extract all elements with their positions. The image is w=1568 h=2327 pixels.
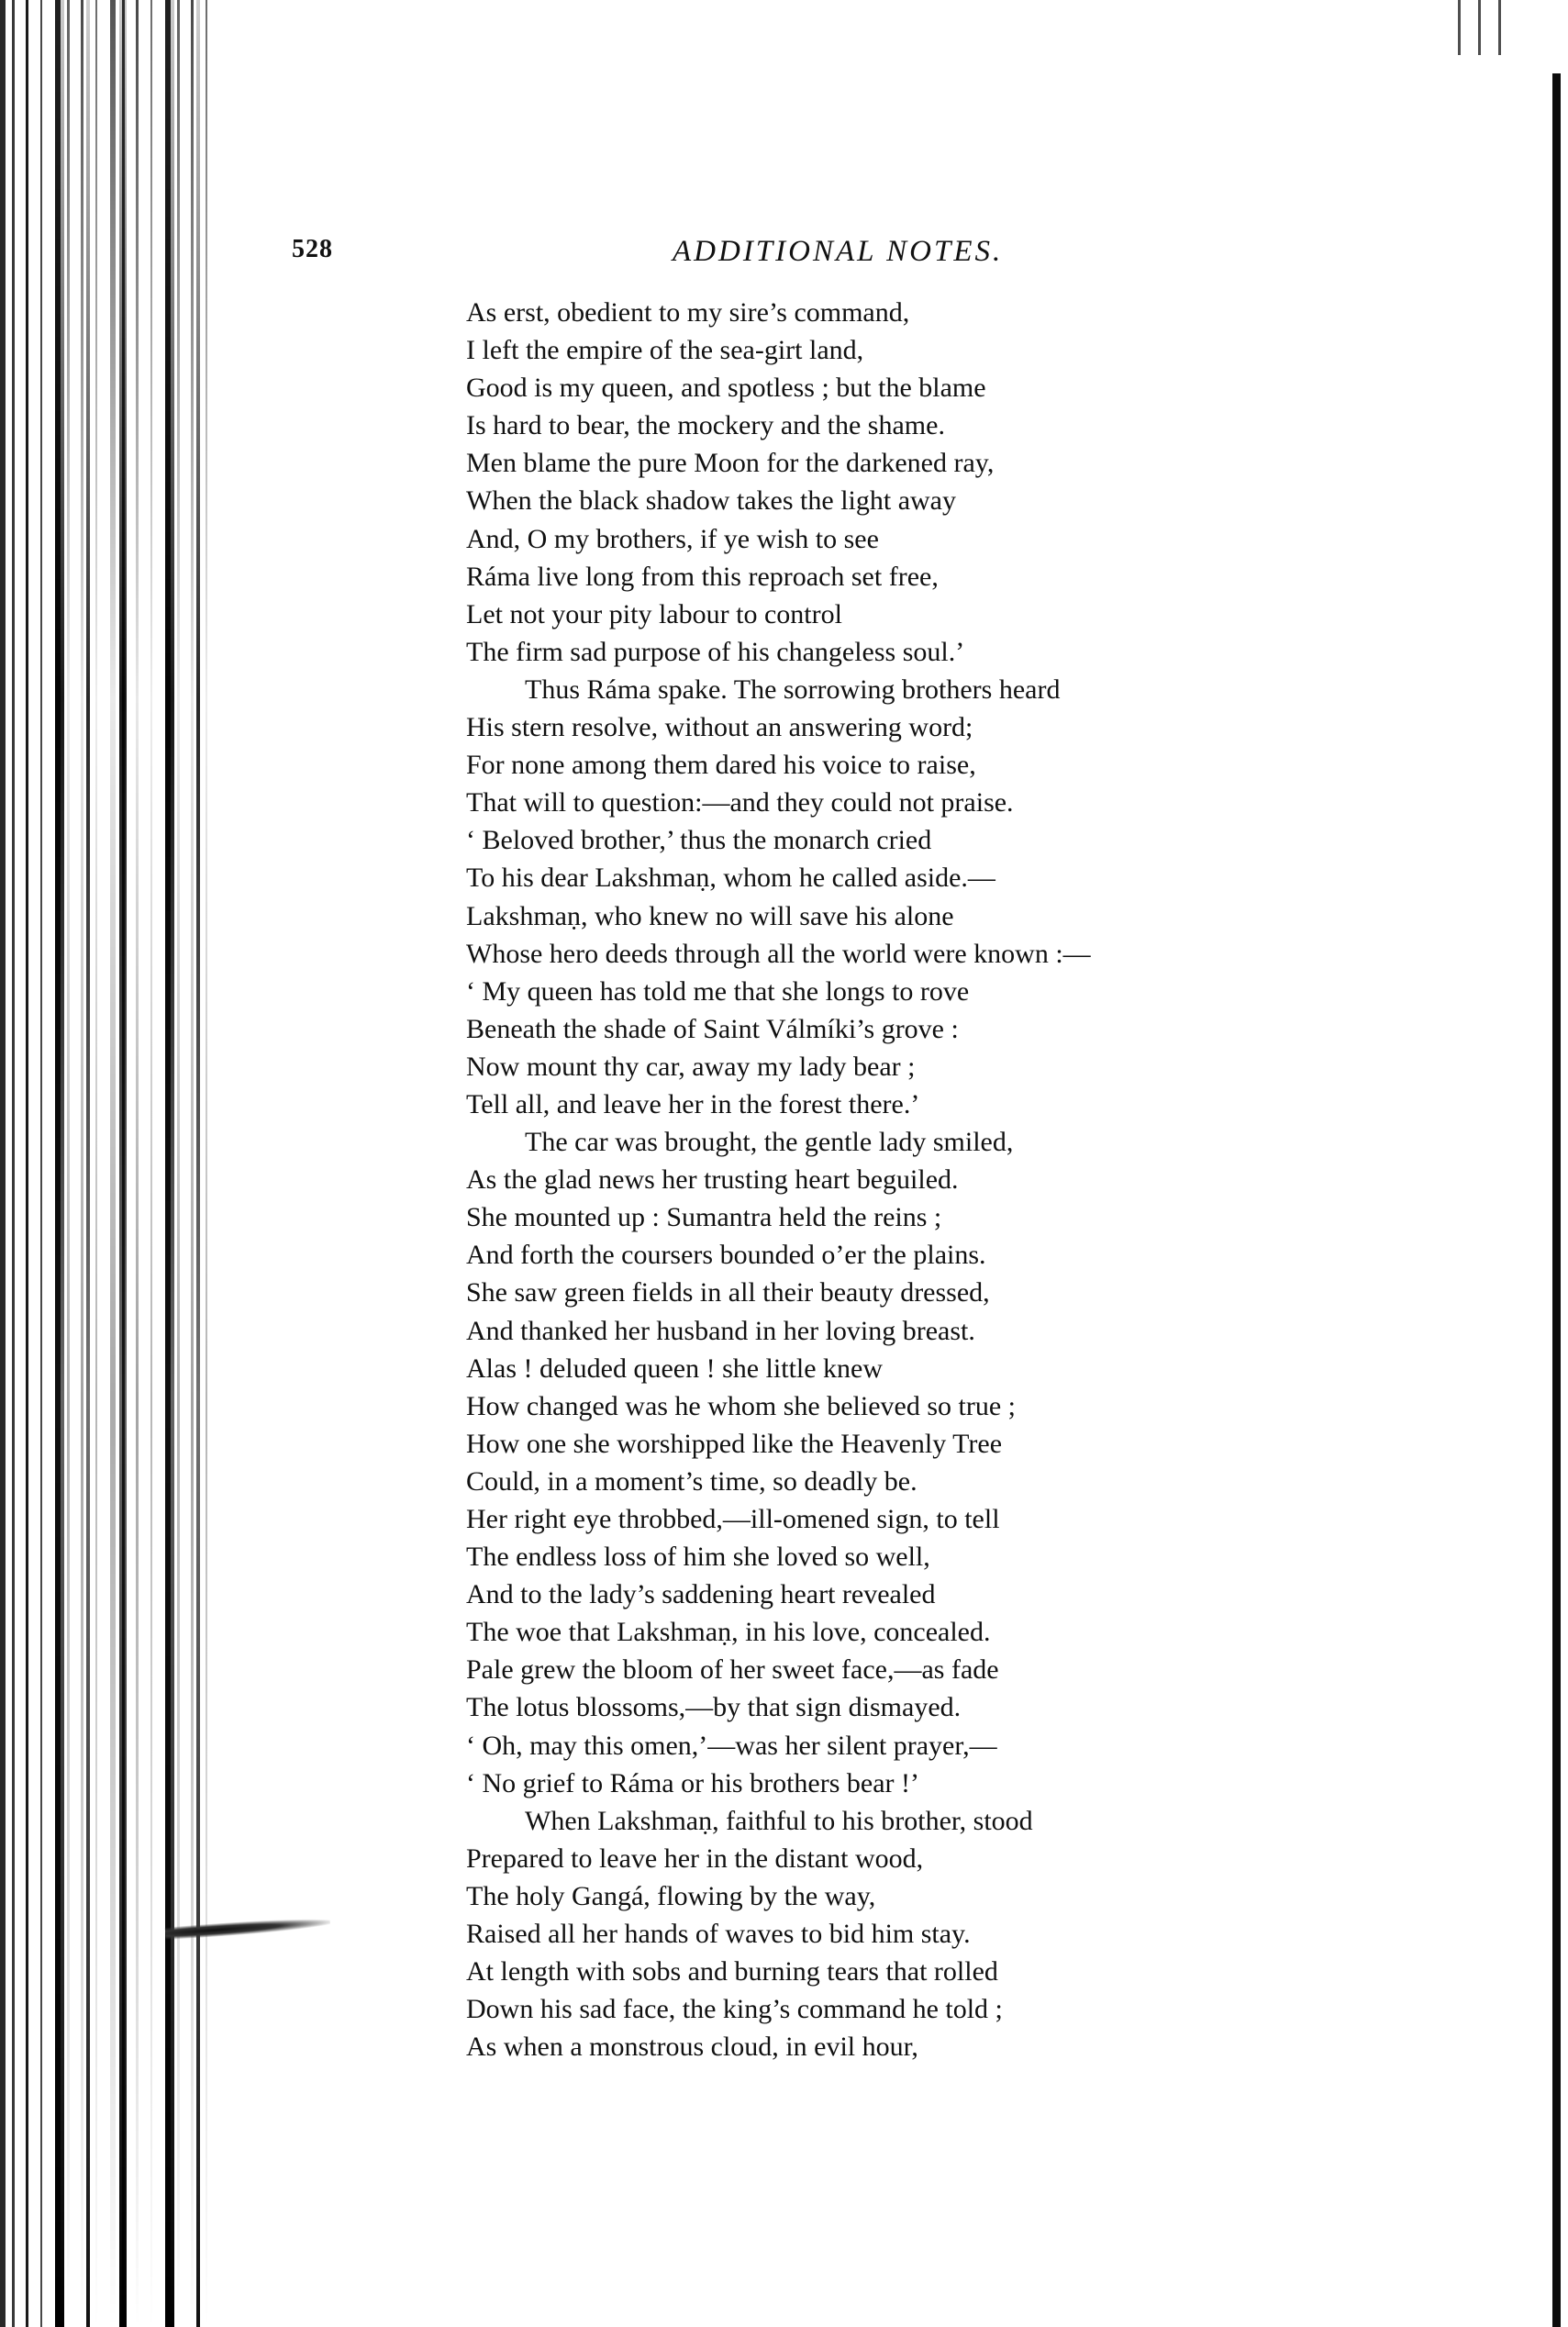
- poem-line: Is hard to bear, the mockery and the shame.: [466, 410, 945, 441]
- poem-line: The firm sad purpose of his changeless soul.’: [466, 636, 965, 667]
- poem-line: To his dear Lakshmaṇ, whom he called aside.—: [466, 863, 995, 894]
- poem-line: The lotus blossoms,—by that sign dismayed.: [466, 1692, 962, 1723]
- poem-line: Lakshmaṇ, who knew no will save his alone: [466, 900, 954, 931]
- poem-line: And to the lady’s saddening heart revealed: [466, 1579, 936, 1610]
- poem-line: I left the empire of the sea-girt land,: [466, 335, 864, 366]
- poem-line: As when a monstrous cloud, in evil hour,: [466, 2032, 918, 2063]
- poem-line: When the black shadow takes the light away: [466, 485, 956, 517]
- poem-line: That will to question:—and they could not praise.: [466, 787, 1014, 818]
- poem-line: And, O my brothers, if ye wish to see: [466, 523, 879, 554]
- poem-line: Now mount thy car, away my lady bear ;: [466, 1051, 916, 1082]
- poem-line: The holy Gangá, flowing by the way,: [466, 1880, 876, 1911]
- poem-line: ‘ Beloved brother,’ thus the monarch cried: [466, 825, 932, 856]
- running-title: ADDITIONAL NOTES.: [673, 235, 1004, 268]
- poem-line: Thus Ráma spake. The sorrowing brothers heard: [525, 674, 1061, 705]
- poem-line: When Lakshmaṇ, faithful to his brother, stood: [525, 1805, 1033, 1836]
- scan-gutter-streaks: [55, 0, 220, 2327]
- poem-line: And thanked her husband in her loving breast.: [466, 1315, 975, 1346]
- poem-line: The car was brought, the gentle lady smiled,: [525, 1127, 1014, 1158]
- poem-line: Ráma live long from this reproach set free,: [466, 561, 939, 592]
- poem-line: And forth the coursers bounded o’er the plains.: [466, 1240, 986, 1271]
- poem-line: ‘ My queen has told me that she longs to rove: [466, 975, 970, 1007]
- poem-line: The woe that Lakshmaṇ, in his love, concealed.: [466, 1617, 991, 1648]
- scan-right-edge: [1552, 73, 1561, 2327]
- poem-body: [466, 294, 1292, 2129]
- poem-line: ‘ No grief to Ráma or his brothers bear !’: [466, 1767, 920, 1798]
- scan-top-marks: [1458, 0, 1513, 55]
- poem-line: Prepared to leave her in the distant wood,: [466, 1843, 924, 1874]
- poem-line: ‘ Oh, may this omen,’—was her silent prayer,—: [466, 1730, 997, 1761]
- poem-line: Down his sad face, the king’s command he told ;: [466, 1994, 1003, 2025]
- poem-line: Let not your pity labour to control: [466, 598, 842, 629]
- poem-line: At length with sobs and burning tears that rolled: [466, 1956, 998, 1987]
- poem-line: Her right eye throbbed,—ill-omened sign, to tell: [466, 1504, 1000, 1534]
- poem-line: As erst, obedient to my sire’s command,: [466, 297, 910, 328]
- poem-line: She saw green fields in all their beauty dressed,: [466, 1277, 990, 1308]
- poem-line: Tell all, and leave her in the forest there.’: [466, 1088, 920, 1119]
- page-number: 528: [292, 235, 333, 263]
- page-header: [292, 235, 1145, 275]
- poem-line: Men blame the pure Moon for the darkened ray,: [466, 448, 995, 479]
- poem-line: Could, in a moment’s time, so deadly be.: [466, 1465, 917, 1497]
- poem-line: She mounted up : Sumantra held the reins ;: [466, 1202, 942, 1233]
- poem-line: Alas ! deluded queen ! she little knew: [466, 1353, 884, 1384]
- poem-line: His stern resolve, without an answering word;: [466, 712, 973, 743]
- poem-line: The endless loss of him she loved so well,: [466, 1542, 930, 1573]
- poem-line: Whose hero deeds through all the world were known :—: [466, 938, 1091, 969]
- poem-line: For none among them dared his voice to raise,: [466, 750, 976, 781]
- poem-line: As the glad news her trusting heart beguiled.: [466, 1164, 959, 1196]
- poem-line: Pale grew the bloom of her sweet face,—as fade: [466, 1654, 999, 1686]
- poem-line: How changed was he whom she believed so true ;: [466, 1390, 1017, 1421]
- poem-line: Beneath the shade of Saint Válmíki’s grove :: [466, 1013, 959, 1044]
- poem-line: Raised all her hands of waves to bid him stay.: [466, 1919, 971, 1950]
- poem-line: How one she worshipped like the Heavenly Tree: [466, 1428, 1003, 1459]
- poem-line: Good is my queen, and spotless ; but the blame: [466, 373, 986, 404]
